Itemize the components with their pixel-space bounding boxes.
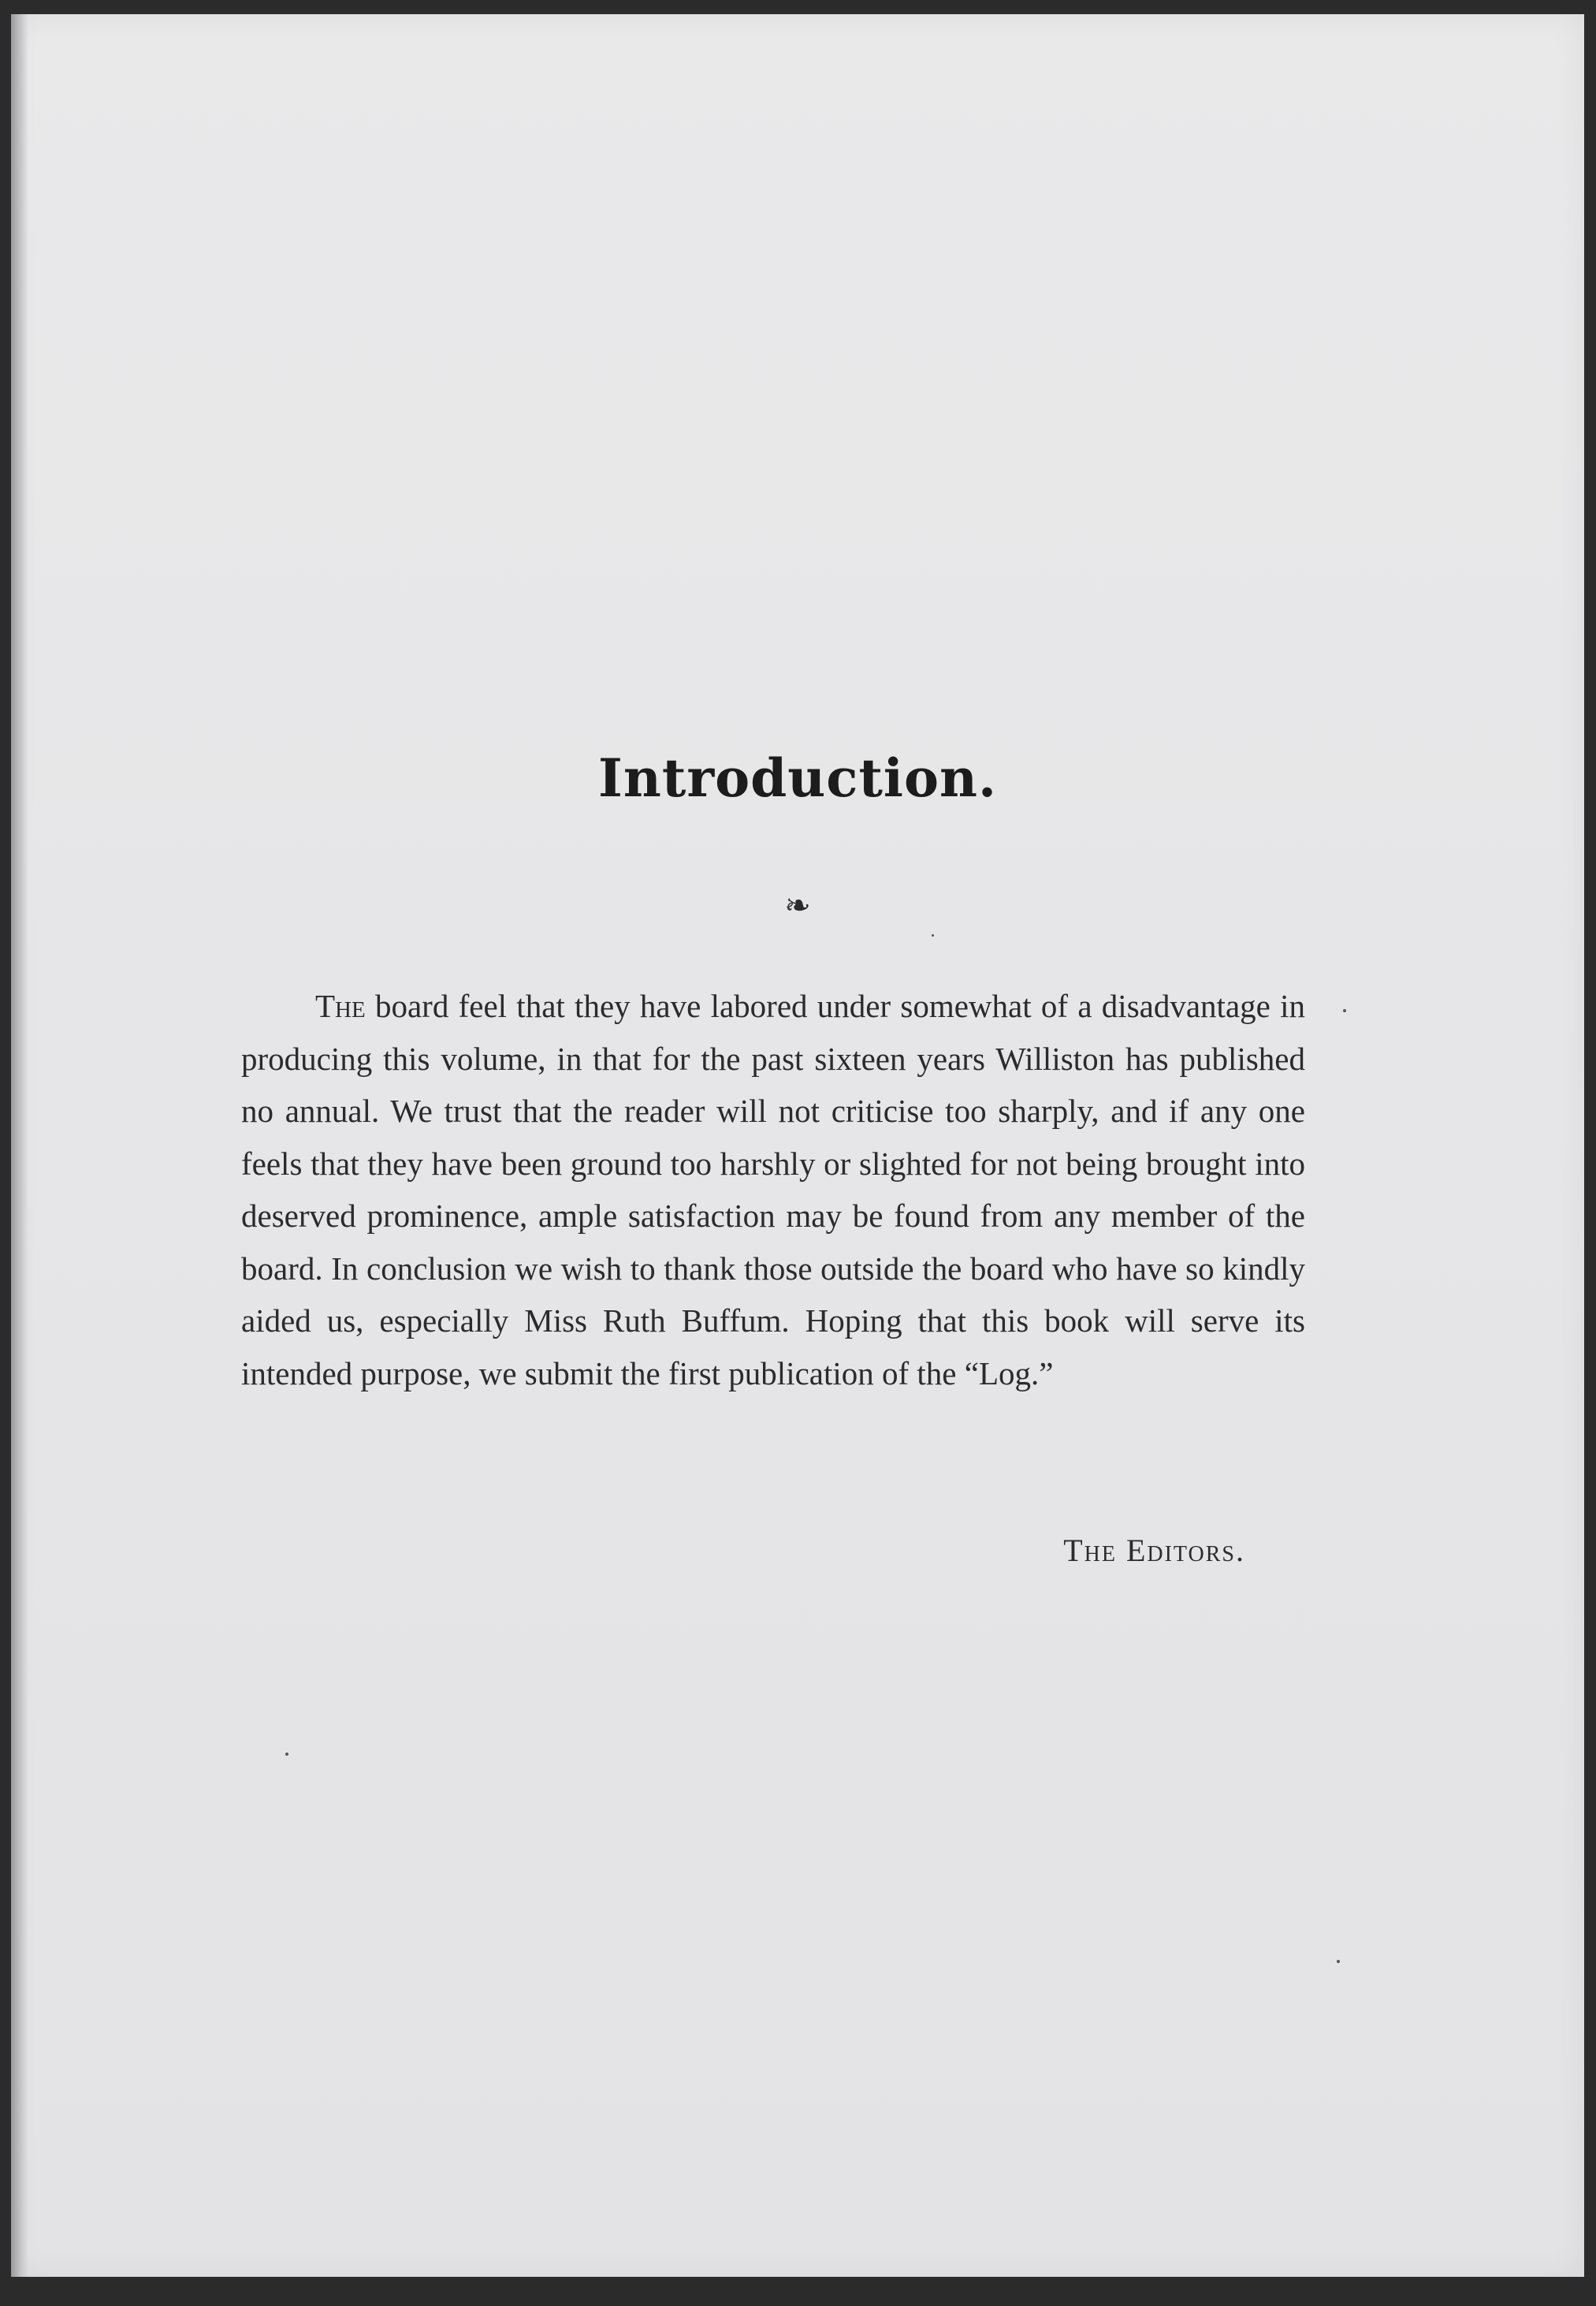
paper-speck bbox=[932, 934, 934, 937]
fleuron-ornament-icon: ❧ bbox=[784, 888, 811, 924]
paragraph-lead-word: The bbox=[315, 988, 366, 1024]
paper-speck bbox=[1343, 1009, 1346, 1012]
book-page bbox=[11, 14, 1584, 2277]
paper-speck bbox=[1337, 1960, 1340, 1963]
paper-speck bbox=[285, 1753, 288, 1756]
signature: The Editors. bbox=[1063, 1533, 1245, 1568]
paragraph-text: board feel that they have labored under somewhat of a disadvantage in producing this volume, in that for the past sixteen years Williston has published no annual. We trust that the reader will not criticise too sharply, and if any one feels that they have been ground too harshly or slighted for not being brought into deserved prominence, ample satisfaction may be found from any member of the board. In conclusion we wish to thank those outside the board who have so kindly aided us, especially Miss Ruth Buffum. Hoping that this book will serve its intended purpose, we submit the first publication of the “Log.” bbox=[241, 988, 1305, 1391]
page-binding-edge bbox=[11, 14, 28, 2277]
introduction-paragraph bbox=[241, 980, 1305, 1399]
page-heading: Introduction. bbox=[597, 747, 997, 809]
